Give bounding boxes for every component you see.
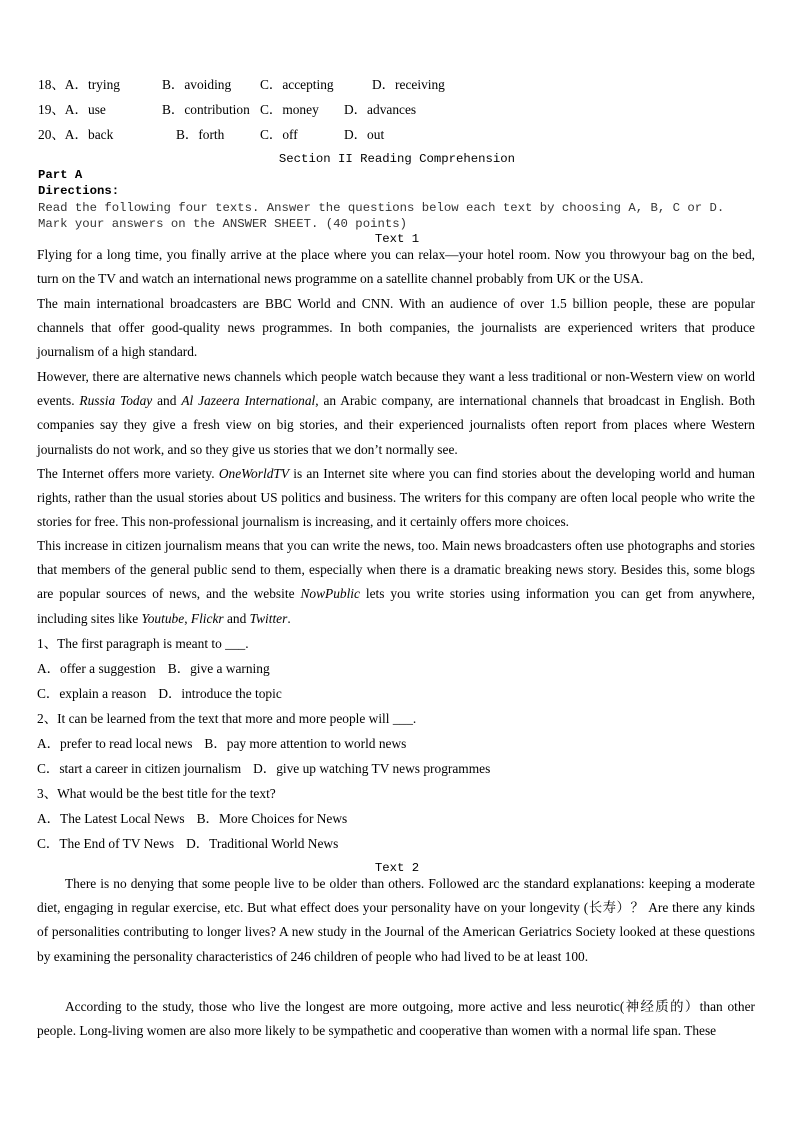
option-a: trying xyxy=(88,77,120,92)
question-2-stem: 2、It can be learned from the text that more and more people will ___. xyxy=(37,711,417,726)
option-a[interactable]: A．offer a suggestion xyxy=(37,661,156,676)
option-a[interactable]: A．The Latest Local News xyxy=(37,811,185,826)
cloze-option-row-19 xyxy=(38,100,417,120)
text-run: lets you write stories using information you can get from anywhere, including sites like xyxy=(37,586,756,626)
option-c[interactable]: C．The End of TV News xyxy=(37,836,175,851)
question-3-options-row-2 xyxy=(37,831,338,856)
option-a: back xyxy=(88,127,114,142)
option-d: D．advances xyxy=(344,102,417,117)
option-b[interactable]: B．More Choices for News xyxy=(196,811,348,826)
option-d: D．receiving xyxy=(372,77,445,92)
text-run: . xyxy=(287,610,291,626)
option-b[interactable]: B．pay more attention to world news xyxy=(204,736,407,751)
option-c: C．money xyxy=(260,102,319,117)
text2-title: Text 2 xyxy=(374,861,420,875)
option-a: use xyxy=(88,102,106,117)
question-1-stem: 1、The first paragraph is meant to ___. xyxy=(37,636,249,651)
text1-paragraph-5 xyxy=(37,534,755,631)
text-run: The Internet offers more variety. xyxy=(37,466,219,481)
option-number: 18、A． xyxy=(38,77,88,92)
text1-title: Text 1 xyxy=(374,232,420,246)
question-3-stem: 3、What would be the best title for the text? xyxy=(37,786,276,801)
channel-name: Al Jazeera International xyxy=(181,393,316,409)
section-title: Section II Reading Comprehension xyxy=(278,152,516,166)
question-1-options-row-2 xyxy=(37,681,282,706)
cloze-option-row-20 xyxy=(38,125,385,145)
directions-text: Read the following four texts. Answer the questions below each text by choosing A, B, C or D. Mark your answers on the ANSWER SHEET. (40 points) xyxy=(38,201,725,231)
option-d[interactable]: D．introduce the topic xyxy=(158,686,282,701)
option-b: B．avoiding xyxy=(162,77,232,92)
text1-paragraph-1: Flying for a long time, you finally arrive at the place where you can relax—your hotel room. Now you throwyour bag on the bed, turn on the TV and watch an international news programme on a satellite channel probably from UK or the USA. xyxy=(37,247,755,287)
channel-name: Russia Today xyxy=(79,393,153,409)
option-d: D．out xyxy=(344,127,385,142)
text-run: is an Internet site where you can find stories about the developing world and human rights, rather than the usual stories about US politics and business. The writers for this company are often local people who write the stories for free. This non-professional journalism is increasing, and it certainly offers more choices. xyxy=(37,466,755,530)
option-b: B．contribution xyxy=(162,102,250,117)
site-name: Flickr xyxy=(190,610,224,626)
question-1-options-row-1 xyxy=(37,656,270,681)
option-c: C．off xyxy=(260,127,298,142)
text-run: , xyxy=(184,610,191,626)
option-c[interactable]: C．explain a reason xyxy=(37,686,147,701)
option-b: B．forth xyxy=(176,127,225,142)
text-run: , an Arabic company, are international channels that broadcast in English. Both companies say they give a fresh view on big stories, and their experienced journalists often report from places where Western journalists do not work, and so they give us stories that we don’t normally see. xyxy=(37,393,756,457)
text2-paragraph-2: According to the study, those who live the longest are more outgoing, more active and less neurotic(神经质的）than other people. Long-living women are also more likely to be sympathetic and cooperative than women with a normal life span. These xyxy=(37,999,755,1039)
option-d[interactable]: D．Traditional World News xyxy=(186,836,339,851)
text-run: and xyxy=(223,610,250,626)
site-name: NowPublic xyxy=(300,586,360,602)
cloze-option-row-18 xyxy=(38,75,445,95)
option-c: C．accepting xyxy=(260,77,334,92)
option-number: 19、A． xyxy=(38,102,88,117)
question-2-options-row-1 xyxy=(37,731,406,756)
site-name: Youtube xyxy=(141,610,185,626)
question-3-options-row-1 xyxy=(37,806,347,831)
option-b[interactable]: B．give a warning xyxy=(167,661,270,676)
option-a[interactable]: A．prefer to read local news xyxy=(37,736,193,751)
text2-paragraph-1: There is no denying that some people live to be older than others. Followed arc the standard explanations: keeping a moderate diet, engaging in regular exercise, etc. But what effect does your personality have on your longevity (长寿）？ Are there any kinds of personalities contributing to longer lives? A new study in the Journal of the American Geriatrics Society looked at these questions by examining the personality characteristics of 246 children of people who had lived to be at least 100. xyxy=(37,876,755,964)
part-label: Part A xyxy=(38,168,83,182)
text1-paragraph-4 xyxy=(37,462,755,535)
directions-label: Directions: xyxy=(38,184,120,198)
site-name: OneWorldTV xyxy=(218,466,290,481)
option-number: 20、A． xyxy=(38,127,88,142)
text1-paragraph-3 xyxy=(37,365,755,462)
text-run: However, there are alternative news channels which people watch because they want a less traditional or non-Western view on world events. xyxy=(37,369,755,409)
text1-paragraph-2: The main international broadcasters are BBC World and CNN. With an audience of over 1.5 billion people, these are popular channels that offer good-quality news programmes. In both companies, the journalists are experienced writers that produce journalism of a high standard. xyxy=(37,296,755,360)
option-d[interactable]: D．give up watching TV news programmes xyxy=(253,761,491,776)
question-2-options-row-2 xyxy=(37,756,490,781)
option-c[interactable]: C．start a career in citizen journalism xyxy=(37,761,242,776)
text-run: and xyxy=(152,393,182,409)
text-run: This increase in citizen journalism means that you can write the news, too. Main news broadcasters often use photographs and stories that members of the general public send to them, especially when there is a dramatic breaking news story. Besides this, some blogs are popular sources of news, and the website xyxy=(37,538,755,602)
site-name: Twitter xyxy=(249,610,288,626)
